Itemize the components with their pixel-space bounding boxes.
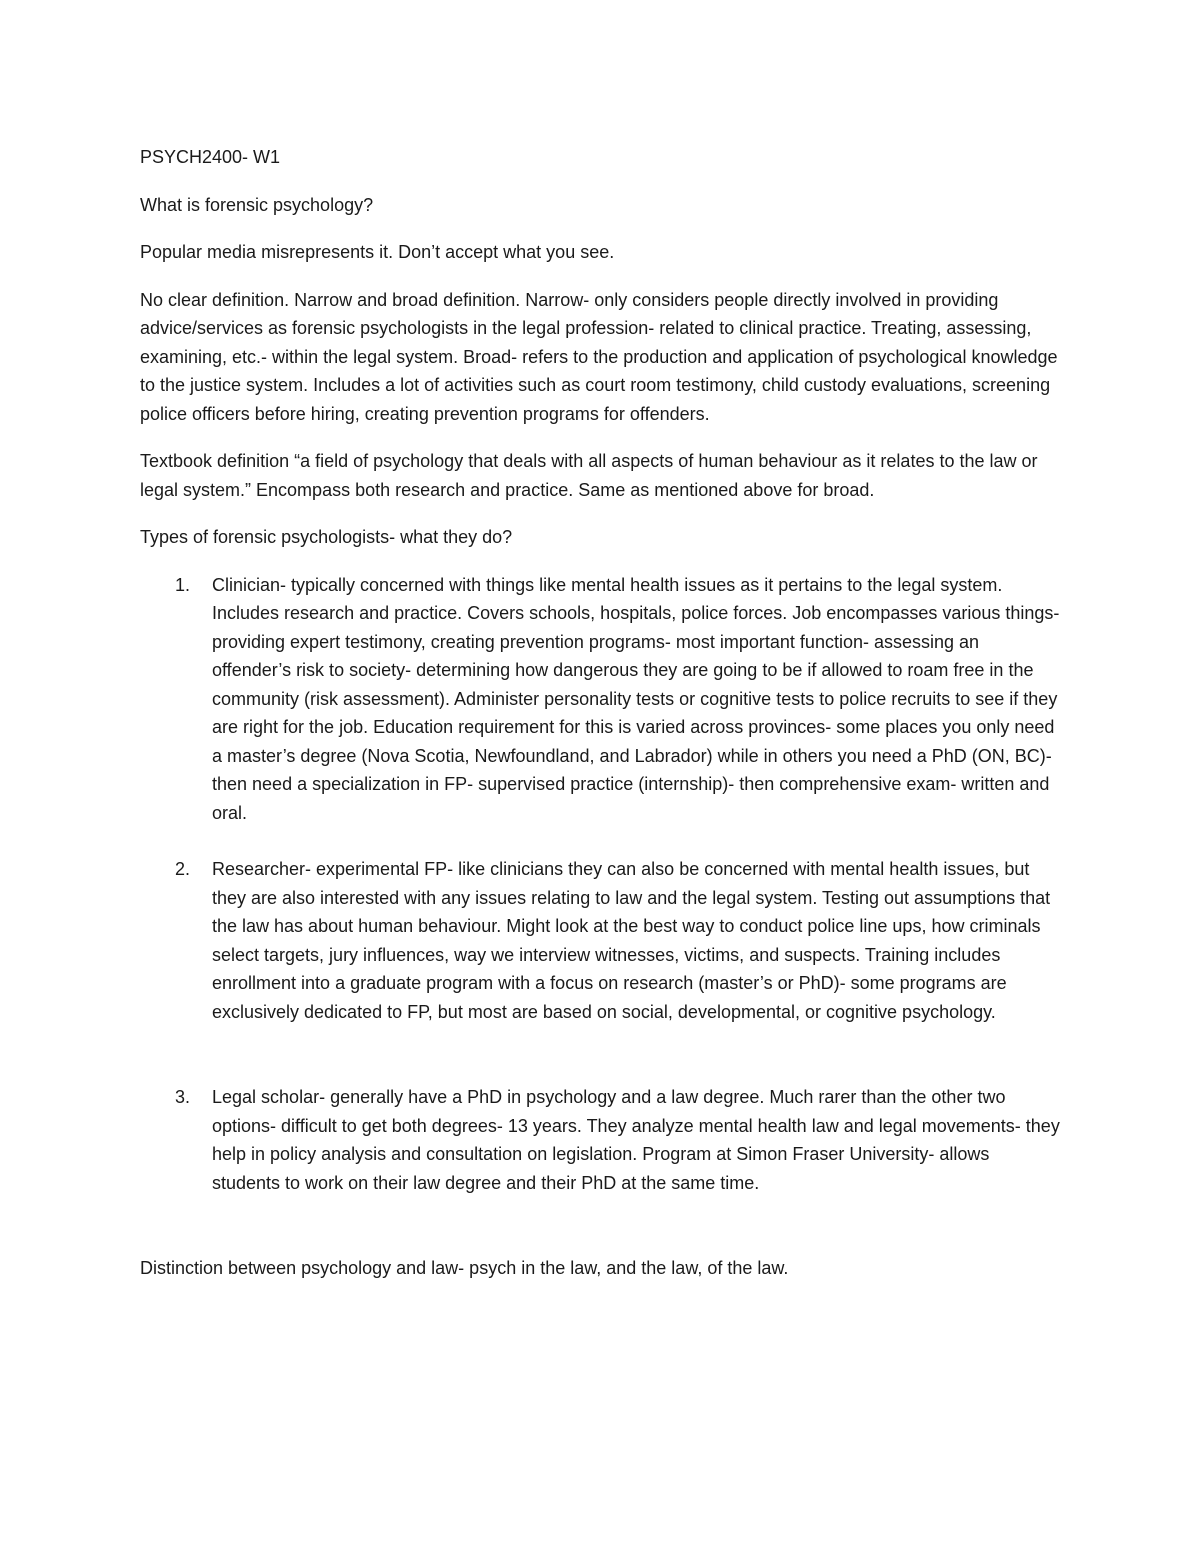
document-body <box>140 143 1060 1302</box>
list-item-number: 2. <box>175 859 191 879</box>
distinction-line: Distinction between psychology and law- psych in the law, and the law, of the law. <box>140 1258 789 1278</box>
list-item <box>140 571 1060 828</box>
list-item-text: Researcher- experimental FP- like clinicians they can also be concerned with mental health issues, but they are also interested with any issues relating to law and the legal system. Testing out assumptions that the law has about human behaviour. Might look at the best way to conduct police line ups, how criminals select targets, jury influences, way we interview witnesses, victims, and suspects. Training includes enrollment into a graduate program with a focus on research (master’s or PhD)- some programs are exclusively dedicated to FP, but most are based on social, developmental, or cognitive psychology. <box>212 859 1051 1022</box>
list-item-text: Clinician- typically concerned with things like mental health issues as it pertains to the legal system. Includes research and practice. Covers schools, hospitals, police forces. Job encompasses various things- providing expert testimony, creating prevention programs- most important function- assessing an offender’s risk to society- determining how dangerous they are going to be if allowed to roam free in the community (risk assessment). Administer personality tests or cognitive tests to police recruits to see if they are right for the job. Education requirement for this is varied across provinces- some places you only need a master’s degree (Nova Scotia, Newfoundland, and Labrador) while in others you need a PhD (ON, BC)- then need a specialization in FP- supervised practice (internship)- then comprehensive exam- written and oral. <box>212 574 1060 823</box>
list-item <box>140 855 1060 1026</box>
textbook-definition-paragraph: Textbook definition “a field of psychology that deals with all aspects of human behaviour as it relates to the law or legal system.” Encompass both research and practice. Same as mentioned above for broad. <box>140 451 1038 500</box>
types-heading: Types of forensic psychologists- what they do? <box>140 527 513 547</box>
document-title: PSYCH2400- W1 <box>140 147 281 167</box>
list-item <box>140 1083 1060 1197</box>
media-note: Popular media misrepresents it. Don’t accept what you see. <box>140 242 615 262</box>
definition-paragraph: No clear definition. Narrow and broad definition. Narrow- only considers people directly involved in providing advice/services as forensic psychologists in the legal profession- related to clinical practice. Treating, assessing, examining, etc.- within the legal system. Broad- refers to the production and application of psychological knowledge to the justice system. Includes a lot of activities such as court room testimony, child custody evaluations, screening police officers before hiring, creating prevention programs for offenders. <box>140 289 1058 424</box>
types-list <box>140 571 1060 1198</box>
list-item-text: Legal scholar- generally have a PhD in psychology and a law degree. Much rarer than the other two options- difficult to get both degrees- 13 years. They analyze mental health law and legal movements- they help in policy analysis and consultation on legislation. Program at Simon Fraser University- allows students to work on their law degree and their PhD at the same time. <box>212 1087 1060 1193</box>
question-line: What is forensic psychology? <box>140 194 374 215</box>
list-item-number: 1. <box>175 574 191 595</box>
list-item-number: 3. <box>175 1087 191 1107</box>
